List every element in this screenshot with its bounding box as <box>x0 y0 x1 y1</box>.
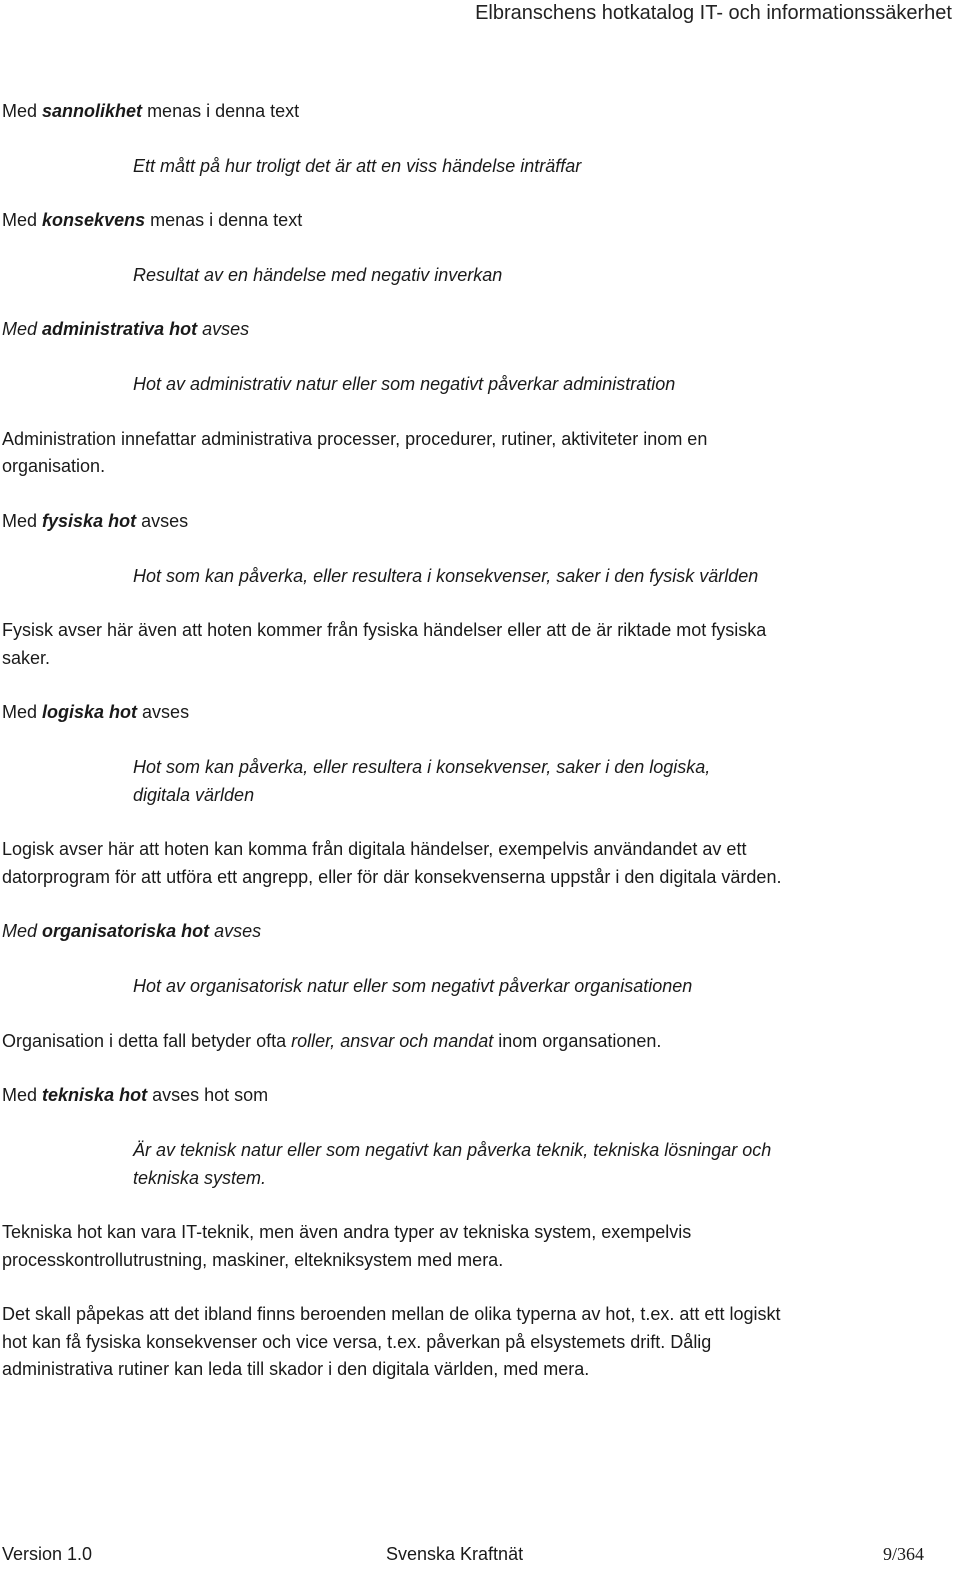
explanation-administrative-line-2: organisation. <box>2 456 106 476</box>
note-line-3: administrativa rutiner kan leda till skador i den digitala världen, med mera. <box>2 1359 590 1379</box>
term-probability: sannolikhet <box>42 101 143 121</box>
definition-logical-line-1: Hot som kan påverka, eller resultera i konsekvenser, saker i den logiska, <box>133 757 711 777</box>
intro-prefix: Med <box>2 511 43 531</box>
intro-suffix: avses hot som <box>147 1085 269 1105</box>
explanation-logical-line-1: Logisk avser här att hoten kan komma från digitala händelser, exempelvis användandet av ett <box>2 839 747 859</box>
explanation-physical-line-2: saker. <box>2 648 51 668</box>
explanation-suffix: inom organsationen. <box>493 1031 662 1051</box>
intro-suffix: menas i denna text <box>145 210 303 230</box>
term-administrative-threats: administrativa hot <box>42 319 198 339</box>
intro-suffix: avses <box>136 511 189 531</box>
explanation-emphasis: roller, ansvar och mandat <box>291 1031 494 1051</box>
term-organisational-threats: organisatoriska hot <box>42 921 210 941</box>
intro-prefix: Med <box>2 1085 43 1105</box>
term-technical-threats: tekniska hot <box>42 1085 148 1105</box>
explanation-administrative-line-1: Administration innefattar administrativa processer, procedurer, rutiner, aktiviteter inom en <box>2 429 708 449</box>
definition-administrative: Hot av administrativ natur eller som negativt påverkar administration <box>133 374 676 394</box>
term-consequence: konsekvens <box>42 210 146 230</box>
definition-technical-line-2: tekniska system. <box>133 1168 267 1188</box>
intro-prefix: Med <box>2 702 43 722</box>
intro-prefix: Med <box>2 921 43 941</box>
definition-intro-administrative <box>2 316 249 343</box>
explanation-logical-line-2: datorprogram för att utföra ett angrepp, eller för där konsekvenserna uppstår i den digitala värden. <box>2 867 782 887</box>
explanation-prefix: Organisation i detta fall betyder ofta <box>2 1031 292 1051</box>
definition-intro-logical <box>2 699 189 726</box>
intro-prefix: Med <box>2 319 43 339</box>
note-line-1: Det skall påpekas att det ibland finns beroenden mellan de olika typerna av hot, t.ex. att ett logiskt <box>2 1304 781 1324</box>
definition-intro-probability <box>2 98 299 125</box>
footer-page-number: 9/364 <box>882 1544 924 1564</box>
explanation-physical-line-1: Fysisk avser här även att hoten kommer från fysiska händelser eller att de är riktade mot fysiska <box>2 620 767 640</box>
term-physical-threats: fysiska hot <box>42 511 137 531</box>
note-line-2: hot kan få fysiska konsekvenser och vice versa, t.ex. påverkan på elsystemets drift. Dålig <box>2 1332 712 1352</box>
definition-intro-technical <box>2 1082 268 1109</box>
explanation-technical-line-2: processkontrollutrustning, maskiner, eltekniksystem med mera. <box>2 1250 504 1270</box>
page-header-title: Elbranschens hotkatalog IT- och informationssäkerhet <box>475 2 952 24</box>
footer-organisation: Svenska Kraftnät <box>386 1544 524 1564</box>
intro-suffix: menas i denna text <box>142 101 300 121</box>
definition-consequence: Resultat av en händelse med negativ inverkan <box>133 265 503 285</box>
definition-organisational: Hot av organisatorisk natur eller som negativt påverkar organisationen <box>133 976 693 996</box>
definition-technical-line-1: Är av teknisk natur eller som negativt kan påverka teknik, tekniska lösningar och <box>133 1140 772 1160</box>
definition-intro-consequence <box>2 207 302 234</box>
definition-logical-line-2: digitala världen <box>133 785 255 805</box>
footer-version: Version 1.0 <box>2 1544 93 1564</box>
definition-intro-physical <box>2 508 188 535</box>
term-logical-threats: logiska hot <box>42 702 138 722</box>
intro-suffix: avses <box>209 921 262 941</box>
intro-suffix: avses <box>137 702 190 722</box>
intro-prefix: Med <box>2 210 43 230</box>
definition-intro-organisational <box>2 918 261 945</box>
explanation-technical-line-1: Tekniska hot kan vara IT-teknik, men även andra typer av tekniska system, exempelvis <box>2 1222 692 1242</box>
intro-prefix: Med <box>2 101 43 121</box>
intro-suffix: avses <box>197 319 250 339</box>
definition-probability: Ett mått på hur troligt det är att en viss händelse inträffar <box>133 156 582 176</box>
explanation-organisational <box>2 1028 661 1055</box>
definition-physical: Hot som kan påverka, eller resultera i konsekvenser, saker i den fysisk världen <box>133 566 759 586</box>
